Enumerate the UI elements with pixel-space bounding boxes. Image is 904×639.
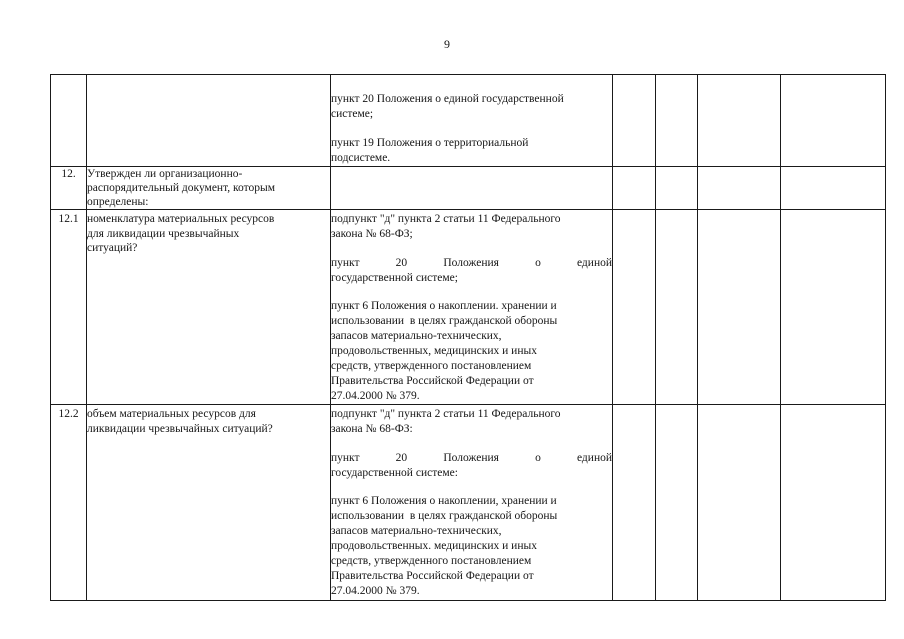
reference-text-line: подпункт "д" пункта 2 статьи 11 Федерального (331, 213, 561, 225)
reference-text-line: средств, утвержденного постановлением (331, 360, 532, 372)
empty-answer-cell (781, 75, 886, 167)
table-row (51, 75, 886, 167)
reference-text-line: пункт 20 Положения о единой (331, 451, 612, 464)
legal-references-cell (331, 210, 613, 405)
reference-text-line: использовании в целях гражданской обороны (331, 510, 558, 522)
reference-paragraph (331, 92, 612, 122)
empty-answer-cell (781, 405, 886, 601)
empty-answer-cell (613, 210, 656, 405)
legal-references-cell (331, 75, 613, 167)
reference-text-line: пункт 6 Положения о накоплении. хранении и (331, 300, 557, 312)
reference-text-line: пункт 19 Положения о территориальной (331, 136, 529, 149)
empty-answer-cell (698, 210, 781, 405)
reference-text-line: закона № 68-ФЗ; (331, 228, 413, 240)
empty-answer-cell (656, 210, 698, 405)
reference-paragraph (331, 299, 612, 404)
empty-answer-cell (656, 167, 698, 210)
reference-text-line: использовании в целях гражданской обороны (331, 315, 558, 327)
empty-answer-cell (656, 75, 698, 167)
reference-paragraph (331, 256, 612, 286)
reference-text-line: 27.04.2000 № 379. (331, 390, 420, 402)
legal-references-cell (331, 405, 613, 601)
reference-text-line: 27.04.2000 № 379. (331, 585, 420, 597)
reference-paragraph (331, 494, 612, 599)
question-text-line: для ликвидации чрезвычайных (87, 227, 240, 240)
question-text-line: ситуаций? (87, 242, 138, 254)
table-row (51, 210, 886, 405)
empty-answer-cell (781, 210, 886, 405)
question-text-line: определены: (87, 196, 149, 208)
reference-text-line: государственной системе: (331, 466, 458, 479)
reference-text-line: запасов материально-технических, (331, 525, 502, 537)
question-cell (87, 405, 331, 601)
item-number: 12. (61, 168, 76, 180)
reference-text-line: системе; (331, 108, 374, 120)
reference-text-line: средств, утвержденного постановлением (331, 555, 532, 567)
table-body (51, 75, 886, 601)
question-text-line: ликвидации чрезвычайных ситуаций? (87, 422, 273, 435)
reference-paragraph (331, 451, 612, 481)
empty-answer-cell (613, 75, 656, 167)
reference-text-line: запасов материально-технических, (331, 330, 502, 342)
empty-answer-cell (698, 167, 781, 210)
page-number: 9 (444, 37, 450, 51)
item-number-cell (51, 210, 87, 405)
question-text-line: объем материальных ресурсов для (87, 408, 256, 420)
reference-text-line: пункт 20 Положения о единой (331, 256, 612, 269)
table-row (51, 167, 886, 210)
reference-text-line: пункт 20 Положения о единой государственной (331, 93, 564, 105)
item-number: 12.2 (58, 408, 79, 420)
reference-text-line: продовольственных, медицинских и иных (331, 345, 537, 357)
reference-text-line: Правительства Российской Федерации от (331, 375, 534, 387)
item-number: 12.1 (58, 213, 79, 225)
item-number-cell (51, 75, 87, 167)
question-cell (87, 210, 331, 405)
item-number-cell (51, 405, 87, 601)
checklist-table (50, 74, 886, 601)
reference-text-line: продовольственных. медицинских и иных (331, 540, 537, 552)
question-cell (87, 167, 331, 210)
reference-text-line: закона № 68-ФЗ: (331, 423, 413, 435)
empty-answer-cell (698, 405, 781, 601)
empty-answer-cell (613, 405, 656, 601)
empty-answer-cell (656, 405, 698, 601)
reference-text-line: государственной системе; (331, 271, 458, 284)
question-cell (87, 75, 331, 167)
reference-text-line: пункт 6 Положения о накоплении, хранении и (331, 495, 557, 507)
item-number-cell (51, 167, 87, 210)
reference-text-line: подпункт "д" пункта 2 статьи 11 Федерального (331, 408, 561, 420)
reference-text-line: подсистеме. (331, 151, 391, 164)
empty-answer-cell (613, 167, 656, 210)
reference-paragraph (331, 407, 612, 437)
reference-text-line: Правительства Российской Федерации от (331, 570, 534, 582)
empty-answer-cell (781, 167, 886, 210)
reference-paragraph (331, 136, 612, 166)
question-text-line: Утвержден ли организационно- (87, 168, 243, 180)
empty-answer-cell (698, 75, 781, 167)
table-row (51, 405, 886, 601)
question-text-line: номенклатура материальных ресурсов (87, 213, 275, 225)
reference-paragraph (331, 212, 612, 242)
question-text-line: распорядительный документ, которым (87, 182, 275, 194)
legal-references-cell (331, 167, 613, 210)
